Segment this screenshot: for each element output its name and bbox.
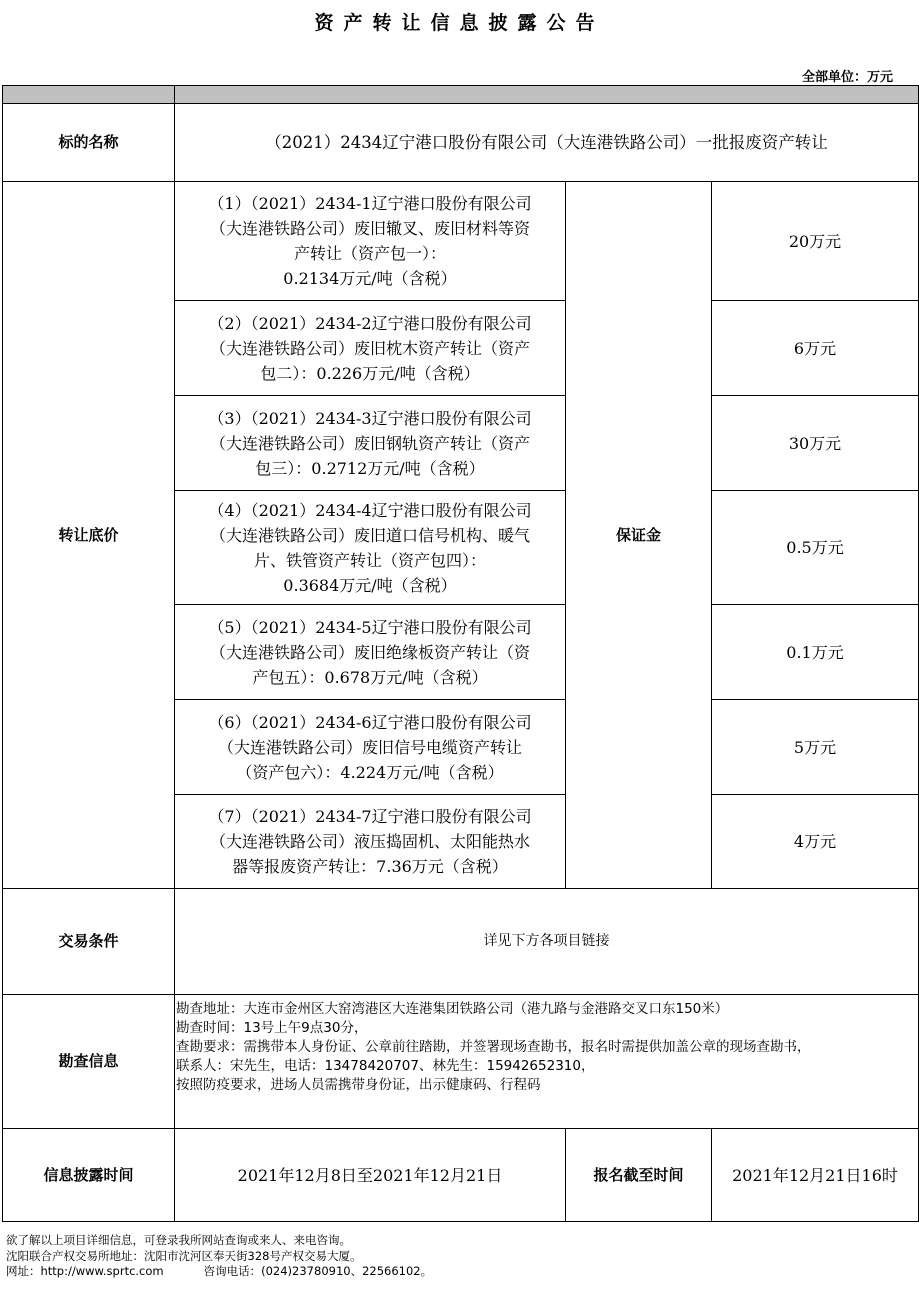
package-description-line: （4）（2021）2434-4辽宁港口股份有限公司 — [208, 500, 532, 520]
table-header-strip — [2, 86, 918, 103]
package-description — [175, 605, 565, 699]
package-description-line: （大连港铁路公司）废旧枕木资产转让（资产 — [209, 338, 530, 358]
package-deposit: 4万元 — [793, 832, 837, 851]
package-description-line: （5）（2021）2434-5辽宁港口股份有限公司 — [208, 617, 532, 637]
package-description-line: （大连港铁路公司）废旧钢轨资产转让（资产 — [209, 433, 530, 453]
package-description-line: （大连港铁路公司）废旧道口信号机构、暖气 — [209, 525, 530, 545]
package-description-line: （2）（2021）2434-2辽宁港口股份有限公司 — [208, 313, 532, 333]
package-deposit: 30万元 — [788, 433, 842, 453]
package-description-line: 包二）：0.226万元/吨（含税） — [260, 363, 480, 383]
footer-website[interactable]: 网址：http://www.sprtc.com — [6, 1264, 164, 1278]
package-description-line: 器等报废资产转让：7.36万元（含税） — [232, 857, 508, 876]
inspection-epidemic-note: 按照防疫要求，进场人员需携带身份证，出示健康码、行程码 — [176, 1077, 541, 1093]
unit-note: 全部单位：万元 — [801, 70, 893, 85]
package-description-line: （大连港铁路公司）废旧绝缘板资产转让（资 — [209, 642, 530, 662]
package-description-line: （7）（2021）2434-7辽宁港口股份有限公司 — [208, 807, 532, 826]
package-description-line: （6）（2021）2434-6辽宁港口股份有限公司 — [208, 712, 532, 732]
footer — [6, 1233, 432, 1280]
conditions-label: 交易条件 — [58, 932, 119, 950]
price-label: 转让底价 — [58, 525, 119, 544]
package-description-line: 片、铁管资产转让（资产包四）： — [253, 550, 486, 570]
subject-label: 标的名称 — [58, 133, 119, 151]
inspection-requirements: 查勘要求：需携带本人身份证、公章前往踏勘，并签署现场查勘书，报名时需提供加盖公章的现场查勘书， — [176, 1039, 811, 1055]
package-deposit: 0.5万元 — [786, 538, 844, 557]
footer-phone: 咨询电话：(024)23780910、22566102。 — [203, 1264, 433, 1278]
package-description-line: 包三）：0.2712万元/吨（含税） — [255, 458, 485, 478]
subject-value: （2021）2434辽宁港口股份有限公司（大连港铁路公司）一批报废资产转让 — [265, 133, 828, 152]
package-description-line: （大连港铁路公司）废旧信号电缆资产转让 — [217, 737, 522, 757]
inspection-address: 勘查地址：大连市金州区大窑湾港区大连港集团铁路公司（港九路与金港路交叉口东150米） — [176, 1001, 729, 1017]
package-deposit: 0.1万元 — [786, 642, 844, 662]
package-description-line: （大连港铁路公司）液压捣固机、太阳能热水 — [209, 832, 530, 851]
disclosure-value: 2021年12月8日至2021年12月21日 — [237, 1165, 503, 1185]
inspection-contact: 联系人：宋先生，电话：13478420707、林先生：15942652310， — [176, 1058, 595, 1074]
package-description — [175, 396, 565, 490]
package-description — [175, 700, 565, 794]
package-description-line: 0.3684万元/吨（含税） — [283, 575, 457, 595]
footer-address: 沈阳联合产权交易所地址：沈阳市沈河区奉天街328号产权交易大厦。 — [6, 1248, 362, 1263]
footer-inquiry: 欲了解以上项目详细信息，可登录我所网站查询或来人、来电咨询。 — [6, 1233, 351, 1247]
page-title: 资产转让信息披露公告 — [314, 12, 605, 34]
package-description-line: （3）（2021）2434-3辽宁港口股份有限公司 — [208, 408, 532, 428]
package-description-line: （资产包六）：4.224万元/吨（含税） — [236, 762, 504, 782]
package-deposit: 5万元 — [793, 737, 837, 757]
disclosure-label: 信息披露时间 — [43, 1165, 134, 1184]
inspection-time: 勘查时间：13号上午9点30分， — [176, 1020, 368, 1036]
inspection-details — [176, 1000, 916, 1095]
package-description-line: （大连港铁路公司）废旧辙叉、废旧材料等资 — [209, 219, 530, 238]
package-description — [175, 182, 565, 300]
conditions-value: 详见下方各项目链接 — [483, 933, 610, 949]
package-deposit: 6万元 — [793, 338, 837, 358]
inspection-label: 勘查信息 — [58, 1052, 119, 1070]
deadline-label: 报名截至时间 — [593, 1165, 684, 1184]
package-description-line: 产包五）：0.678万元/吨（含税） — [252, 667, 488, 687]
package-description — [175, 795, 565, 888]
deadline-value: 2021年12月21日16时 — [732, 1165, 898, 1185]
package-deposit: 20万元 — [788, 231, 842, 251]
package-description-line: （1）（2021）2434-1辽宁港口股份有限公司 — [208, 194, 532, 213]
package-description-line: 0.2134万元/吨（含税） — [283, 269, 457, 288]
package-description — [175, 301, 565, 395]
deposit-label: 保证金 — [615, 525, 661, 544]
package-description — [175, 491, 565, 604]
package-description-line: 产转让（资产包一）： — [293, 244, 446, 263]
